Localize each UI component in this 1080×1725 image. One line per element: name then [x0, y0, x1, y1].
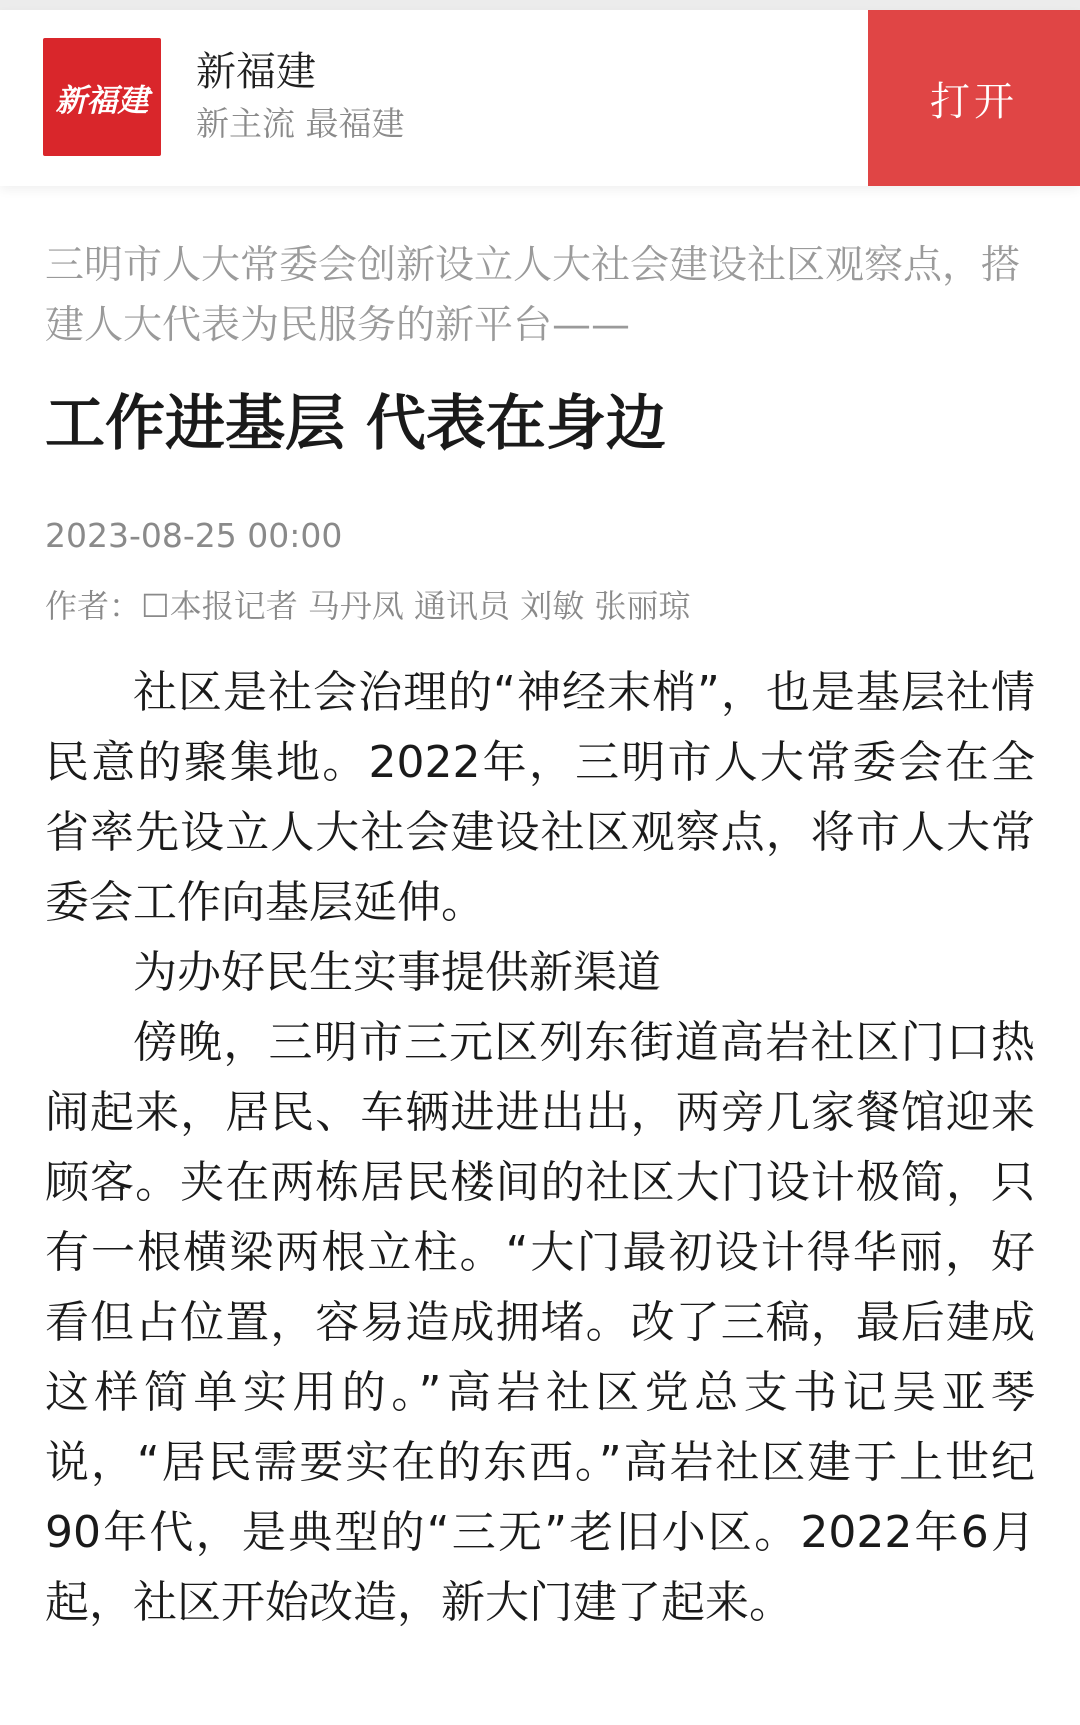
app-logo-text: 新福建 — [55, 82, 149, 119]
article — [45, 236, 1035, 1638]
app-logo[interactable] — [43, 38, 161, 156]
publish-date: 2023-08-25 00:00 — [45, 516, 343, 555]
article-headline: 工作进基层 代表在身边 — [45, 389, 666, 459]
app-name: 新福建 — [196, 49, 316, 95]
article-paragraph: 社区是社会治理的“神经末梢”，也是基层社情民意的聚集地。2022年，三明市人大常委会在全省率先设立人大社会建设社区观察点，将市人大常委会工作向基层延伸。 — [45, 667, 1035, 928]
app-slogan: 新主流 最福建 — [196, 104, 405, 143]
article-body — [45, 658, 1035, 1638]
article-author: 作者：☐本报记者 马丹凤 通讯员 刘敏 张丽琼 — [45, 587, 691, 625]
app-download-banner — [0, 10, 1080, 186]
status-strip — [0, 0, 1080, 10]
article-kicker: 三明市人大常委会创新设立人大社会建设社区观察点，搭建人大代表为民服务的新平台—— — [45, 243, 1021, 348]
open-app-button[interactable]: 打开 — [868, 10, 1080, 186]
article-subheading: 为办好民生实事提供新渠道 — [133, 947, 661, 998]
article-paragraph: 傍晚，三明市三元区列东街道高岩社区门口热闹起来，居民、车辆进进出出，两旁几家餐馆迎来顾客。夹在两栋居民楼间的社区大门设计极简，只有一根横梁两根立柱。“大门最初设计得华丽，好看但占位置，容易造成拥堵。改了三稿，最后建成这样简单实用的。”高岩社区党总支书记吴亚琴说，“居民需要实在的东西。”高岩社区建于上世纪90年代，是典型的“三无”老旧小区。2022年6月起，社区开始改造，新大门建了起来。 — [45, 1017, 1035, 1628]
